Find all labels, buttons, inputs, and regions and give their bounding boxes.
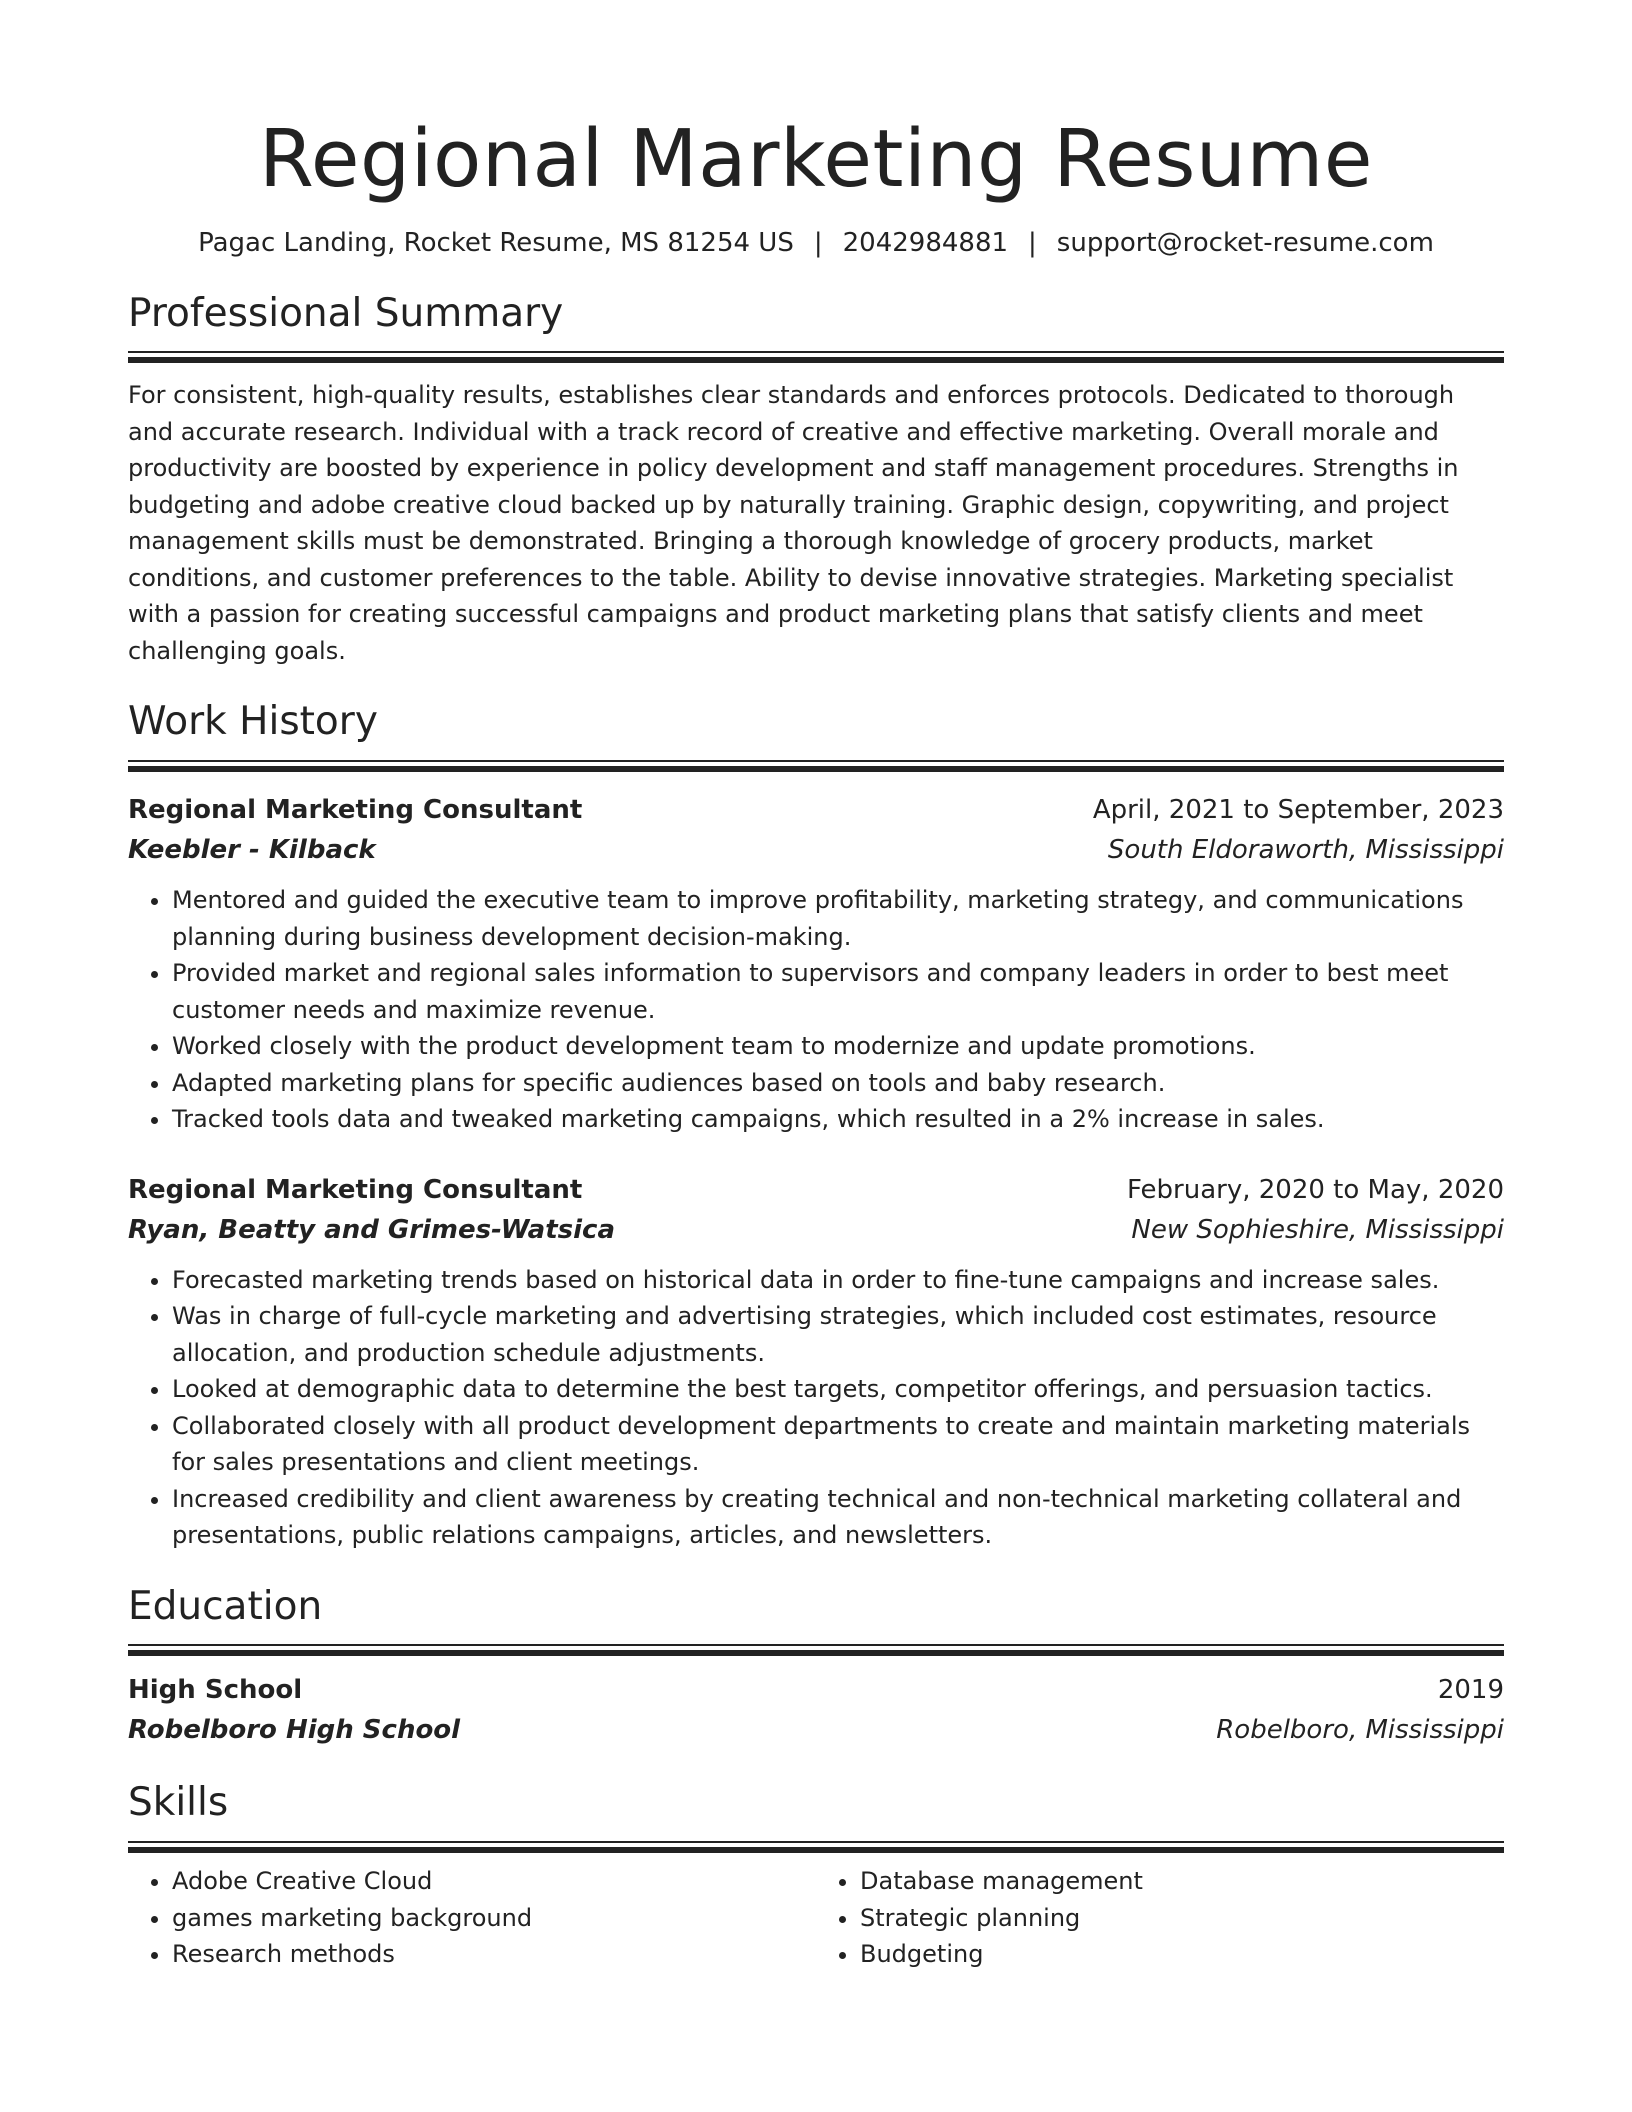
section-title-education: Education <box>128 1583 323 1629</box>
education-year: 2019 <box>1437 1675 1504 1706</box>
job-location: New Sophieshire, Mississippi <box>1131 1214 1504 1245</box>
section-divider <box>128 1841 1504 1853</box>
section-title-work: Work History <box>128 699 378 745</box>
job-bullet: • Forecasted marketing trends based on historical data in order to fine-tune campaigns and increase sales. <box>172 1262 1504 1299</box>
job-company: Keebler - Kilback <box>128 835 376 866</box>
job-company-row <box>128 1210 1504 1250</box>
education-school-row <box>128 1710 1504 1750</box>
contact-separator: | <box>1028 227 1037 258</box>
job-bullets <box>128 882 1504 1138</box>
job-bullets <box>128 1262 1504 1554</box>
job-title: Regional Marketing Consultant <box>128 795 583 826</box>
job-bullet: • Provided market and regional sales information to supervisors and company leaders in order to best meet customer needs and maximize revenue. <box>172 955 1504 1028</box>
contact-email: support@rocket-resume.com <box>1056 227 1434 258</box>
job-dates: February, 2020 to May, 2020 <box>1127 1174 1504 1205</box>
skills-list <box>128 1863 1504 1973</box>
job-bullet: • Increased credibility and client awareness by creating technical and non-technical marketing collateral and presentations, public relations campaigns, articles, and newsletters. <box>172 1481 1504 1554</box>
education-location: Robelboro, Mississippi <box>1216 1715 1504 1746</box>
job-header-row <box>128 790 1504 830</box>
skills-column-right <box>816 1863 1504 1973</box>
section-divider <box>128 1644 1504 1656</box>
education-header-row <box>128 1670 1504 1710</box>
job-bullet: • Mentored and guided the executive team to improve profitability, marketing strategy, and communications planning during business development decision-making. <box>172 882 1504 955</box>
section-title-summary: Professional Summary <box>128 290 564 336</box>
job-bullet: • Adapted marketing plans for specific audiences based on tools and baby research. <box>172 1065 1504 1102</box>
job-location: South Eldoraworth, Mississippi <box>1107 835 1504 866</box>
section-divider <box>128 351 1504 363</box>
job-bullet: • Looked at demographic data to determine the best targets, competitor offerings, and persuasion tactics. <box>172 1371 1504 1408</box>
contact-phone: 2042984881 <box>842 227 1009 258</box>
job-header-row <box>128 1170 1504 1210</box>
job-bullet: • Tracked tools data and tweaked marketing campaigns, which resulted in a 2% increase in sales. <box>172 1101 1504 1138</box>
job-dates: April, 2021 to September, 2023 <box>1092 795 1504 826</box>
job-bullet: • Collaborated closely with all product development departments to create and maintain marketing materials for sales presentations and client meetings. <box>172 1408 1504 1481</box>
job-title: Regional Marketing Consultant <box>128 1174 583 1205</box>
job-entry <box>128 790 1504 1138</box>
section-divider <box>128 760 1504 772</box>
skills-column-left <box>128 1863 816 1973</box>
skill-item: • Budgeting <box>860 1936 1504 1973</box>
contact-separator: | <box>813 227 823 258</box>
skill-item: • Research methods <box>172 1936 816 1973</box>
contact-line <box>128 227 1504 261</box>
job-company-row <box>128 830 1504 870</box>
education-school: Robelboro High School <box>128 1715 461 1746</box>
skill-item: • Adobe Creative Cloud <box>172 1863 816 1900</box>
skill-item: • games marketing background <box>172 1900 816 1937</box>
education-entry <box>128 1670 1504 1750</box>
job-entry <box>128 1170 1504 1554</box>
education-degree: High School <box>128 1675 303 1706</box>
skill-item: • Strategic planning <box>860 1900 1504 1937</box>
summary-text: For consistent, high-quality results, establishes clear standards and enforces protocols. Dedicated to thorough and accurate research. Individual with a track record of creative and effective marketing. Overall morale and productivity are boosted by experience in policy development and staff management procedures. Strengths in budgeting and adobe creative cloud backed up by naturally training. Graphic design, copywriting, and project management skills must be demonstrated. Bringing a thorough knowledge of grocery products, market conditions, and customer preferences to the table. Ability to devise innovative strategies. Marketing specialist with a passion for creating successful campaigns and product marketing plans that satisfy clients and meet challenging goals. <box>128 381 1459 665</box>
job-bullet: • Worked closely with the product development team to modernize and update promotions. <box>172 1028 1504 1065</box>
job-bullet: • Was in charge of full-cycle marketing and advertising strategies, which included cost estimates, resource allocation, and production schedule adjustments. <box>172 1298 1504 1371</box>
job-company: Ryan, Beatty and Grimes-Watsica <box>128 1214 615 1245</box>
skill-item: • Database management <box>860 1863 1504 1900</box>
contact-address: Pagac Landing, Rocket Resume, MS 81254 US <box>198 227 794 258</box>
resume-title: Regional Marketing Resume <box>259 113 1373 205</box>
section-title-skills: Skills <box>128 1780 229 1826</box>
